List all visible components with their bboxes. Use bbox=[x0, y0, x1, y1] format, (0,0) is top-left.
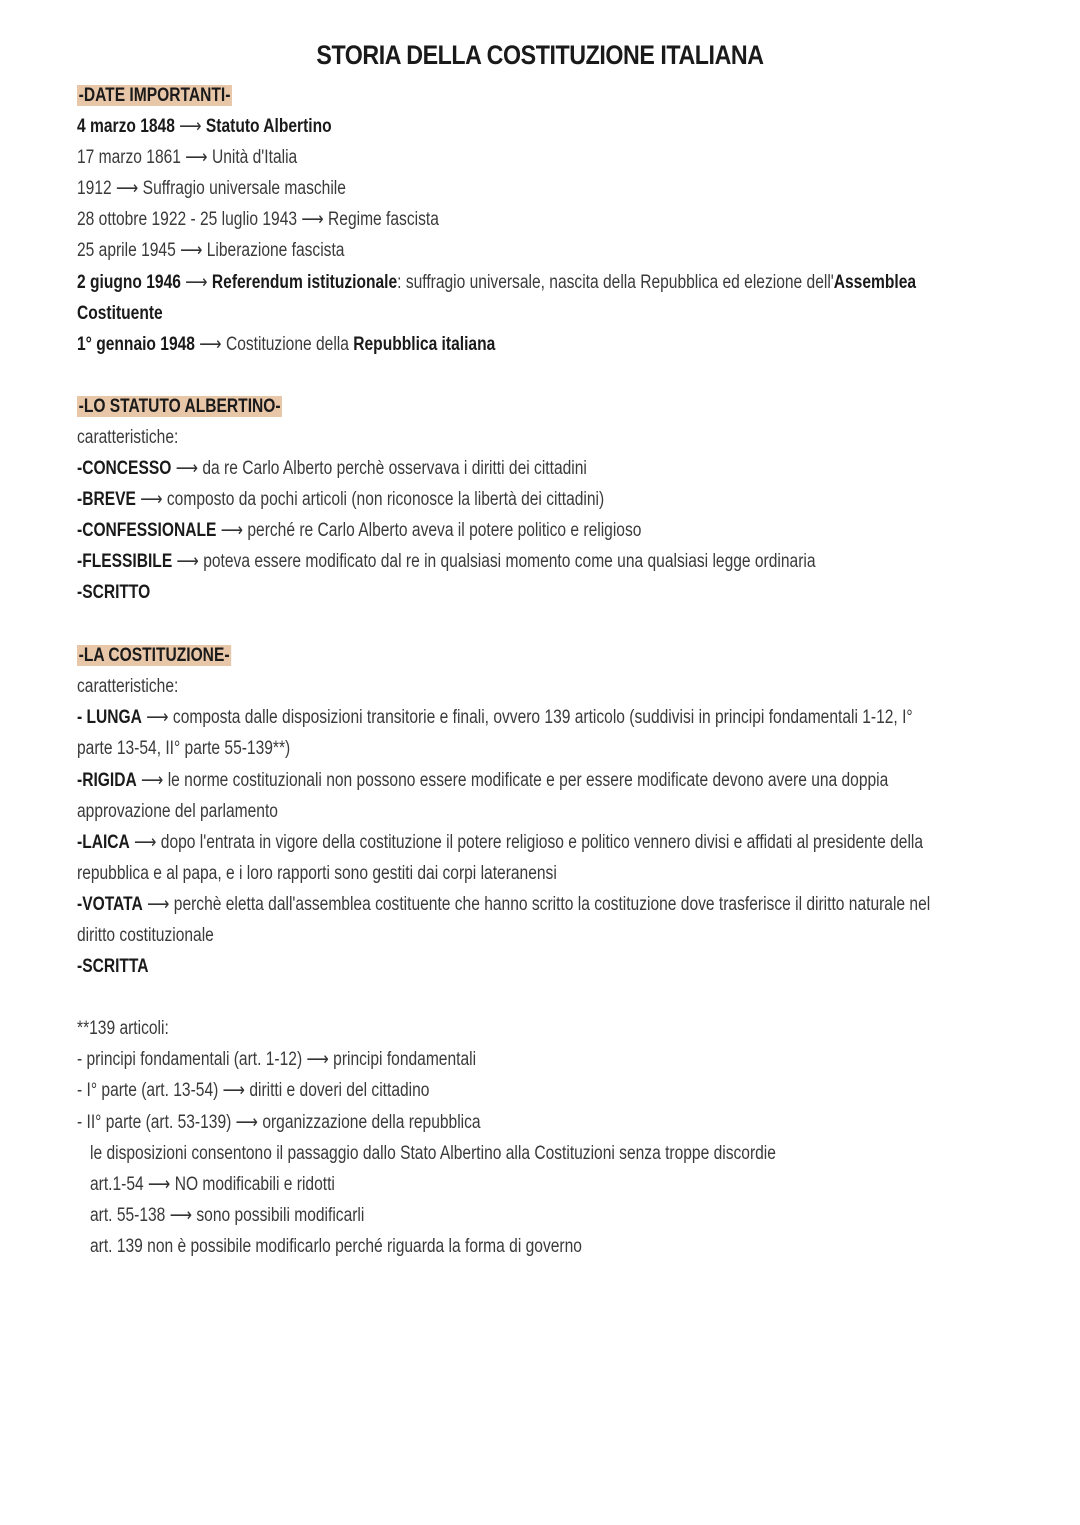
item-text: organizzazione della repubblica bbox=[262, 1112, 481, 1133]
item-text: sono possibili modificarli bbox=[196, 1205, 365, 1226]
item-label: art.1-54 bbox=[90, 1174, 144, 1195]
item-label: -RIGIDA bbox=[77, 770, 137, 791]
date-label: 28 ottobre 1922 - 25 luglio 1943 bbox=[77, 209, 298, 230]
costituzione-item-scritta bbox=[77, 954, 149, 980]
item-text: composta dalle disposizioni transitorie e finali, ovvero 139 articolo (suddivisi in principi fondamentali 1-12, I° bbox=[172, 707, 913, 728]
articoli-note-4: art. 139 non è possibile modificarlo perché riguarda la forma di governo bbox=[90, 1236, 582, 1257]
date-line-1912 bbox=[77, 176, 346, 202]
arrow-icon: ⟶ bbox=[134, 832, 157, 853]
articoli-note-1: le disposizioni consentono il passaggio dallo Stato Albertino alla Costituzioni senza troppe discordie bbox=[90, 1143, 776, 1164]
item-label: -VOTATA bbox=[77, 894, 143, 915]
costituzione-item-laica bbox=[77, 830, 923, 856]
date-label: 4 marzo 1848 bbox=[77, 116, 175, 137]
arrow-icon: ⟶ bbox=[179, 116, 202, 137]
item-label: -LAICA bbox=[77, 832, 130, 853]
date-bold-term: Assemblea bbox=[833, 272, 917, 293]
date-event: Costituzione della bbox=[225, 334, 354, 355]
item-label: -SCRITTO bbox=[77, 582, 151, 603]
costituzione-item-rigida-cont: approvazione del parlamento bbox=[77, 801, 278, 822]
date-label: 1° gennaio 1948 bbox=[77, 334, 195, 355]
statuto-item-breve bbox=[77, 487, 604, 513]
arrow-icon: ⟶ bbox=[306, 1049, 329, 1070]
arrow-icon: ⟶ bbox=[176, 551, 199, 572]
page-title: STORIA DELLA COSTITUZIONE ITALIANA bbox=[316, 40, 764, 70]
date-line-1922 bbox=[77, 207, 439, 233]
arrow-icon: ⟶ bbox=[146, 707, 169, 728]
date-event: Liberazione fascista bbox=[206, 240, 345, 261]
costituzione-intro: caratteristiche: bbox=[77, 676, 179, 697]
date-label: 2 giugno 1946 bbox=[77, 272, 181, 293]
date-label: 17 marzo 1861 bbox=[77, 147, 181, 168]
item-label: -FLESSIBILE bbox=[77, 551, 173, 572]
item-label: art. 55-138 bbox=[90, 1205, 166, 1226]
item-label: - II° parte (art. 53-139) bbox=[77, 1112, 232, 1133]
arrow-icon: ⟶ bbox=[147, 894, 170, 915]
date-event: Suffragio universale maschile bbox=[142, 178, 346, 199]
date-bold-term: Repubblica italiana bbox=[353, 334, 496, 355]
arrow-icon: ⟶ bbox=[185, 147, 208, 168]
date-event: Regime fascista bbox=[328, 209, 439, 230]
arrow-icon: ⟶ bbox=[185, 272, 208, 293]
date-event: Unità d'Italia bbox=[211, 147, 298, 168]
heading-highlight: -LA COSTITUZIONE- bbox=[78, 645, 230, 666]
arrow-icon: ⟶ bbox=[116, 178, 139, 199]
costituzione-item-votata-cont: diritto costituzionale bbox=[77, 925, 214, 946]
item-text: perchè eletta dall'assemblea costituente che hanno scritto la costituzione dove trasferisce il diritto naturale nel bbox=[173, 894, 931, 915]
item-text: le norme costituzionali non possono essere modificate e per essere modificate devono avere una doppia bbox=[167, 770, 889, 791]
costituzione-item-lunga-cont: parte 13-54, II° parte 55-139**) bbox=[77, 738, 291, 759]
item-label: -BREVE bbox=[77, 489, 136, 510]
section-heading-statuto bbox=[77, 394, 282, 420]
arrow-icon: ⟶ bbox=[199, 334, 222, 355]
item-label: - principi fondamentali (art. 1-12) bbox=[77, 1049, 303, 1070]
statuto-item-concesso bbox=[77, 456, 587, 482]
date-line-1945 bbox=[77, 238, 344, 264]
section-heading-dates bbox=[77, 83, 232, 109]
date-description: : suffragio universale, nascita della Repubblica ed elezione dell' bbox=[397, 272, 834, 293]
item-label: - LUNGA bbox=[77, 707, 142, 728]
date-line-1946-cont bbox=[77, 301, 163, 327]
item-label: -CONFESSIONALE bbox=[77, 520, 217, 541]
arrow-icon: ⟶ bbox=[235, 1112, 258, 1133]
item-label: - I° parte (art. 13-54) bbox=[77, 1080, 219, 1101]
articoli-note-3 bbox=[90, 1203, 364, 1229]
heading-highlight: -DATE IMPORTANTI- bbox=[78, 85, 231, 106]
arrow-icon: ⟶ bbox=[148, 1174, 171, 1195]
date-label: 25 aprile 1945 bbox=[77, 240, 176, 261]
item-label: -SCRITTA bbox=[77, 956, 149, 977]
articoli-item-parte1 bbox=[77, 1078, 429, 1104]
date-line-1861 bbox=[77, 145, 297, 171]
date-label: 1912 bbox=[77, 178, 112, 199]
costituzione-item-rigida bbox=[77, 768, 888, 794]
articoli-note-2 bbox=[90, 1172, 335, 1198]
costituzione-item-lunga bbox=[77, 705, 913, 731]
item-text: perché re Carlo Alberto aveva il potere politico e religioso bbox=[247, 520, 642, 541]
costituzione-item-votata bbox=[77, 892, 930, 918]
statuto-item-flessibile bbox=[77, 549, 816, 575]
arrow-icon: ⟶ bbox=[301, 209, 324, 230]
item-label: -CONCESSO bbox=[77, 458, 172, 479]
date-line-1948 bbox=[77, 332, 495, 358]
item-text: dopo l'entrata in vigore della costituzione il potere religioso e politico vennero divisi e affidati al presidente della bbox=[160, 832, 924, 853]
arrow-icon: ⟶ bbox=[180, 240, 203, 261]
item-text: da re Carlo Alberto perchè osservava i diritti dei cittadini bbox=[202, 458, 587, 479]
arrow-icon: ⟶ bbox=[169, 1205, 193, 1226]
date-line-1848 bbox=[77, 114, 332, 140]
section-heading-costituzione bbox=[77, 643, 231, 669]
item-text: composto da pochi articoli (non riconosce la libertà dei cittadini) bbox=[166, 489, 605, 510]
item-text: diritti e doveri del cittadino bbox=[249, 1080, 430, 1101]
articoli-item-parte2 bbox=[77, 1110, 481, 1136]
date-event: Statuto Albertino bbox=[205, 116, 332, 137]
arrow-icon: ⟶ bbox=[175, 458, 199, 479]
arrow-icon: ⟶ bbox=[140, 489, 163, 510]
item-text: poteva essere modificato dal re in qualsiasi momento come una qualsiasi legge ordinaria bbox=[203, 551, 816, 572]
articoli-item-principi bbox=[77, 1047, 476, 1073]
date-bold-term: Costituente bbox=[77, 303, 163, 324]
heading-highlight: -LO STATUTO ALBERTINO- bbox=[78, 396, 281, 417]
arrow-icon: ⟶ bbox=[222, 1080, 245, 1101]
statuto-item-scritto bbox=[77, 580, 150, 606]
costituzione-item-laica-cont: repubblica e al papa, e i loro rapporti sono gestiti dai corpi lateranensi bbox=[77, 863, 557, 884]
date-line-1946 bbox=[77, 270, 916, 296]
articoli-intro: **139 articoli: bbox=[77, 1018, 169, 1039]
date-event: Referendum istituzionale bbox=[211, 272, 398, 293]
item-text: NO modificabili e ridotti bbox=[174, 1174, 335, 1195]
statuto-intro: caratteristiche: bbox=[77, 427, 179, 448]
statuto-item-confessionale bbox=[77, 518, 641, 544]
item-text: principi fondamentali bbox=[333, 1049, 477, 1070]
arrow-icon: ⟶ bbox=[220, 520, 244, 541]
arrow-icon: ⟶ bbox=[141, 770, 164, 791]
